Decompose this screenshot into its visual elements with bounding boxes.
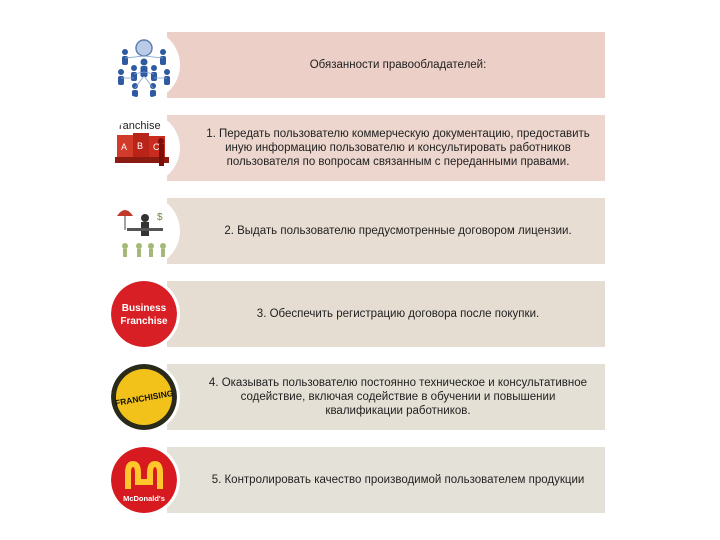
duty-bar-5 [167, 447, 605, 513]
duty-row-4 [111, 364, 605, 430]
duty-bar-4 [167, 364, 605, 430]
business-umbrella-icon [111, 198, 177, 264]
mcdonalds-logo [111, 447, 177, 513]
franchise-blocks-icon [111, 115, 177, 181]
duty-row-5 [111, 447, 605, 513]
duty-text-2: 2. Выдать пользователю предусмотренные договором лицензии. [224, 225, 572, 237]
duty-text-4: 4. Оказывать пользователю постоянно техническое и консультативное содействие, включая содействие в обучении и повышении квалификации работников. [208, 377, 588, 417]
svg-text:A: A [121, 142, 128, 152]
duty-row-3 [111, 281, 605, 347]
svg-text:B: B [137, 141, 144, 151]
duty-text-3: 3. Обеспечить регистрацию договора после покупки. [256, 308, 540, 320]
dollar-sign: $ [157, 212, 163, 223]
duties-header-text: Обязанности правообладателей: [309, 59, 487, 71]
duties-header-bar [167, 32, 605, 98]
duty-text-1: 1. Передать пользователю коммерческую документацию, предоставить иную информацию пользователю и консультировать работников пользователя по вопросам связанным с переданными правами. [206, 128, 590, 168]
duty-bar-1 [167, 115, 605, 181]
svg-text:C: C [153, 142, 160, 152]
duties-header-row [111, 32, 605, 98]
duty-bar-2 [167, 198, 605, 264]
duty-bar-3 [167, 281, 605, 347]
franchising-badge-logo [111, 364, 177, 430]
svg-text:Franchise: Franchise [120, 316, 168, 327]
svg-text:Business: Business [121, 303, 167, 314]
duty-row-1 [111, 115, 605, 181]
icon2-word: ranchise [119, 120, 161, 132]
people-network-icon [111, 32, 177, 98]
svg-text:FRANCHISING: FRANCHISING [114, 387, 175, 409]
business-franchise-logo [111, 281, 177, 347]
svg-text:McDonald's: McDonald's [123, 494, 165, 503]
duty-text-5: 5. Контролировать качество производимой пользователем продукции [211, 474, 585, 486]
duty-row-2 [111, 198, 605, 264]
